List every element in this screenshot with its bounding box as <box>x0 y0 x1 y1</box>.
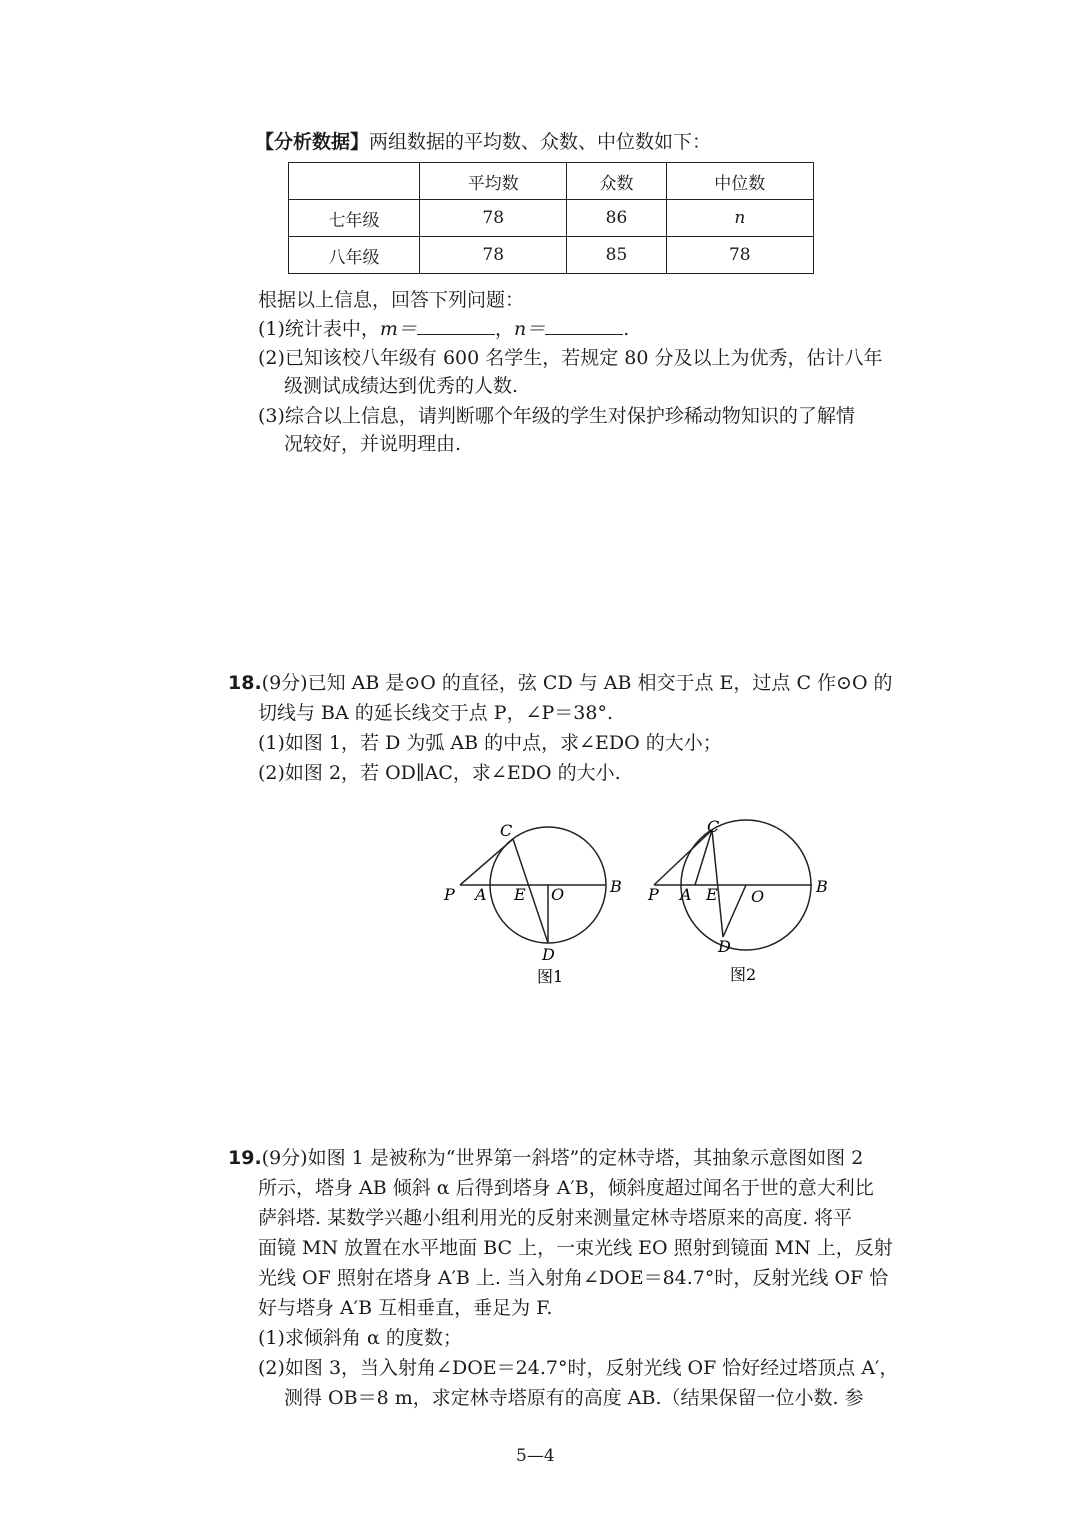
chord-cd <box>712 830 723 937</box>
q19-number: 19. <box>228 1147 262 1169</box>
table-cell: 85 <box>567 237 666 274</box>
q19-line2: 所示，塔身 AB 倾斜 α 后得到塔身 A′B，倾斜度超过闻名于世的意大利比 <box>258 1177 874 1199</box>
q1-sep: ， <box>494 318 514 340</box>
analysis-q2-line1: (2)已知该校八年级有 600 名学生，若规定 80 分及以上为优秀，估计八年 <box>258 347 883 369</box>
table-cell: n <box>666 200 813 237</box>
table-row <box>289 237 814 274</box>
table-header-row <box>289 163 814 200</box>
q19-line8: (2)如图 3，当入射角∠DOE＝24.7°时，反射光线 OF 恰好经过塔顶点 A′， <box>258 1357 899 1379</box>
label-o: O <box>551 885 565 904</box>
label-e: E <box>706 885 718 904</box>
label-a: A <box>680 885 692 904</box>
analysis-q3-line2: 况较好，并说明理由. <box>284 433 462 455</box>
q1-prefix: (1)统计表中， <box>258 318 380 340</box>
q1-m: m＝ <box>379 318 417 340</box>
label-c: C <box>500 821 513 840</box>
q18-number: 18. <box>228 672 262 694</box>
tangent-pc <box>460 839 513 885</box>
table-cell: 78 <box>420 200 567 237</box>
table-header-cell <box>289 163 420 200</box>
table-cell: 七年级 <box>289 200 420 237</box>
segment-od <box>723 885 746 937</box>
q19-line6: 好与塔身 A′B 互相垂直，垂足为 F. <box>258 1297 553 1319</box>
table-header-cell: 众数 <box>567 163 666 200</box>
q19-line9: 测得 OB＝8 m，求定林寺塔原有的高度 AB.（结果保留一位小数. 参 <box>284 1387 864 1409</box>
label-d: D <box>542 945 555 964</box>
analysis-prompt: 根据以上信息，回答下列问题： <box>258 289 525 311</box>
analysis-intro: 两组数据的平均数、众数、中位数如下： <box>369 131 712 153</box>
table-cell: 八年级 <box>289 237 420 274</box>
q18-line4: (2)如图 2，若 OD∥AC，求∠EDO 的大小. <box>258 762 621 784</box>
n-answer-blank[interactable] <box>545 316 623 335</box>
analysis-intro-line <box>255 130 711 154</box>
analysis-q3-line1: (3)综合以上信息，请判断哪个年级的学生对保护珍稀动物知识的了解情 <box>258 405 855 427</box>
label-d: D <box>718 937 731 956</box>
label-c: C <box>707 817 720 836</box>
q18-text1: (9分)已知 AB 是⊙O 的直径，弦 CD 与 AB 相交于点 E，过点 C 作⊙O 的 <box>261 672 893 694</box>
figure-2 <box>640 812 840 992</box>
figure-1-caption: 图1 <box>537 967 564 986</box>
label-p: P <box>444 885 455 904</box>
m-answer-blank[interactable] <box>417 316 495 335</box>
figure-1 <box>430 812 630 992</box>
q18-line3: (1)如图 1，若 D 为弧 AB 的中点，求∠EDO 的大小； <box>258 732 722 754</box>
q19-line4: 面镜 MN 放置在水平地面 BC 上，一束光线 EO 照射到镜面 MN 上，反射 <box>258 1237 893 1259</box>
q19-line3: 萨斜塔. 某数学兴趣小组利用光的反射来测量定林寺塔原来的高度. 将平 <box>258 1207 853 1229</box>
table-header-cell: 平均数 <box>420 163 567 200</box>
table-header-cell: 中位数 <box>666 163 813 200</box>
analysis-q1 <box>258 316 629 341</box>
table-cell: 86 <box>567 200 666 237</box>
q19-line1 <box>228 1146 863 1170</box>
q1-end: . <box>623 318 630 340</box>
analysis-q2-line2: 级测试成绩达到优秀的人数. <box>284 375 519 397</box>
label-a: A <box>475 885 487 904</box>
label-o: O <box>751 887 765 906</box>
q18-line2: 切线与 BA 的延长线交于点 P，∠P＝38°. <box>258 702 614 724</box>
q19-text1: (9分)如图 1 是被称为“世界第一斜塔”的定林寺塔，其抽象示意图如图 2 <box>261 1147 864 1169</box>
q18-line1 <box>228 671 893 695</box>
label-p: P <box>648 885 659 904</box>
label-e: E <box>514 885 526 904</box>
label-b: B <box>610 877 622 896</box>
table-cell: 78 <box>420 237 567 274</box>
stats-table <box>288 162 814 274</box>
table-cell: 78 <box>666 237 813 274</box>
table-row <box>289 200 814 237</box>
page-number: 5—4 <box>516 1446 555 1466</box>
label-b: B <box>816 877 828 896</box>
figure-2-caption: 图2 <box>730 965 757 984</box>
q19-line5: 光线 OF 照射在塔身 A′B 上. 当入射角∠DOE＝84.7°时，反射光线 OF 恰 <box>258 1267 889 1289</box>
q19-line7: (1)求倾斜角 α 的度数； <box>258 1327 462 1349</box>
analysis-heading: 【分析数据】 <box>255 131 370 153</box>
q1-n: n＝ <box>513 318 546 340</box>
